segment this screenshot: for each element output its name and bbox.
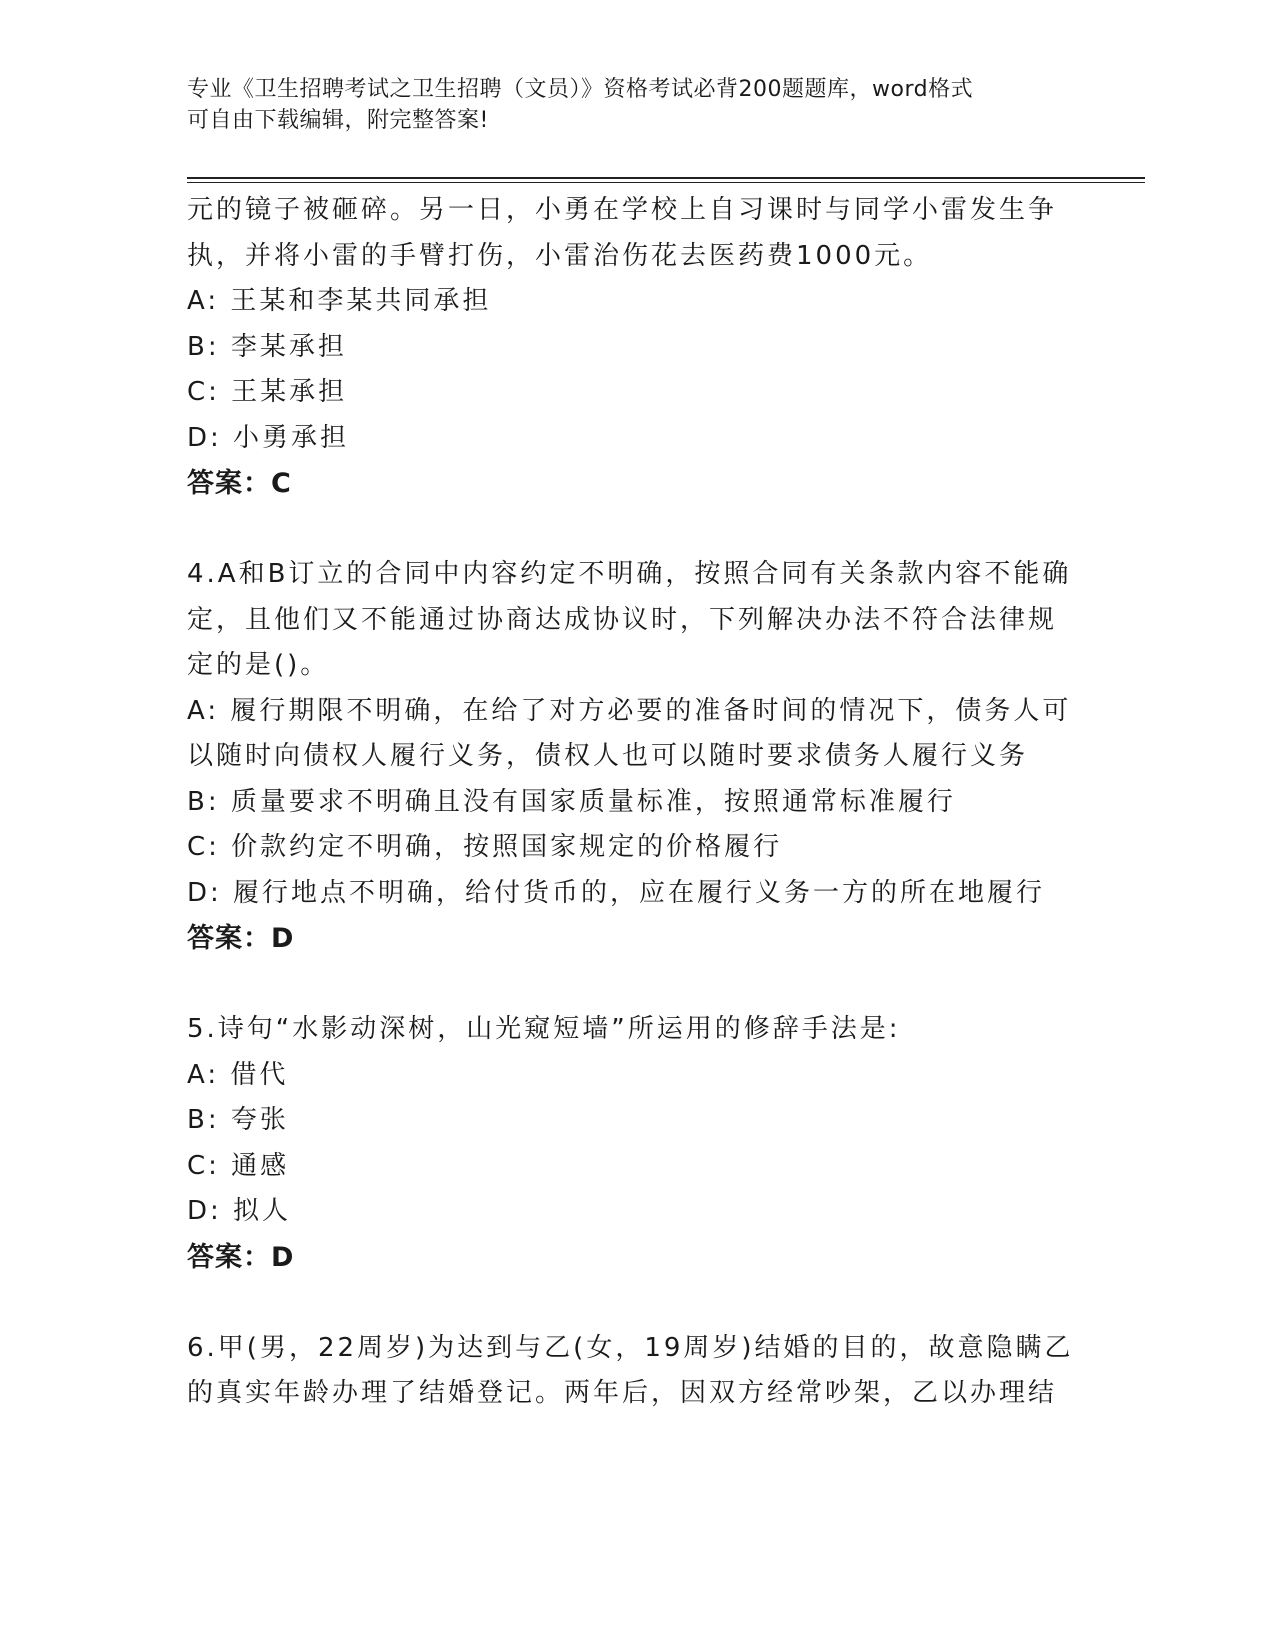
question-stem-line: 的真实年龄办理了结婚登记。两年后，因双方经常吵架，乙以办理结 <box>187 1378 1058 1408</box>
option-b: B: 夸张 <box>187 1105 289 1135</box>
answer-line: 答案：C <box>187 468 292 499</box>
header-divider-thin <box>187 182 1145 183</box>
header-title-line: 专业《卫生招聘考试之卫生招聘（文员）》资格考试必背200题题库，word格式 <box>187 77 974 102</box>
question-stem-line: 定的是()。 <box>187 650 330 680</box>
option-d: D: 小勇承担 <box>187 422 350 453</box>
option-a-continued: 以随时向债权人履行义务，债权人也可以随时要求债务人履行义务 <box>187 741 1029 771</box>
option-c: C: 通感 <box>187 1150 290 1181</box>
option-a: A: 履行期限不明确，在给了对方必要的准备时间的情况下，债务人可 <box>187 695 1072 726</box>
question-stem-line: 4.A和B订立的合同中内容约定不明确，按照合同有关条款内容不能确 <box>187 559 1072 589</box>
answer-line: 答案：D <box>187 923 295 954</box>
header-subtitle-line: 可自由下载编辑，附完整答案! <box>187 108 489 133</box>
question-3 <box>187 188 1087 507</box>
option-b: B: 质量要求不明确且没有国家质量标准，按照通常标准履行 <box>187 786 956 817</box>
paragraph-gap <box>187 962 1087 1008</box>
paragraph-gap <box>187 507 1087 553</box>
option-a: A: 借代 <box>187 1059 289 1090</box>
header-divider-thick <box>187 177 1145 179</box>
document-body <box>187 188 1087 1417</box>
option-c: C: 价款约定不明确，按照国家规定的价格履行 <box>187 832 783 862</box>
question-4 <box>187 552 1087 962</box>
question-5 <box>187 1007 1087 1280</box>
question-6 <box>187 1326 1087 1417</box>
question-stem-line: 5.诗句“水影动深树，山光窥短墙”所运用的修辞手法是: <box>187 1014 901 1044</box>
option-c: C: 王某承担 <box>187 377 348 407</box>
question-stem-line: 6.甲(男，22周岁)为达到与乙(女，19周岁)结婚的目的，故意隐瞒乙 <box>187 1332 1074 1363</box>
document-header <box>187 74 1067 136</box>
option-b: B: 李某承担 <box>187 331 347 362</box>
question-stem-line: 执，并将小雷的手臂打伤，小雷治伤花去医药费1000元。 <box>187 240 933 271</box>
question-stem-line: 元的镜子被砸碎。另一日，小勇在学校上自习课时与同学小雷发生争 <box>187 195 1058 225</box>
option-a: A: 王某和李某共同承担 <box>187 286 492 316</box>
option-d: D: 履行地点不明确，给付货币的，应在履行义务一方的所在地履行 <box>187 877 1046 908</box>
question-stem-line: 定，且他们又不能通过协商达成协议时，下列解决办法不符合法律规 <box>187 604 1058 635</box>
paragraph-gap <box>187 1280 1087 1326</box>
answer-line: 答案：D <box>187 1241 295 1273</box>
option-d: D: 拟人 <box>187 1196 292 1226</box>
